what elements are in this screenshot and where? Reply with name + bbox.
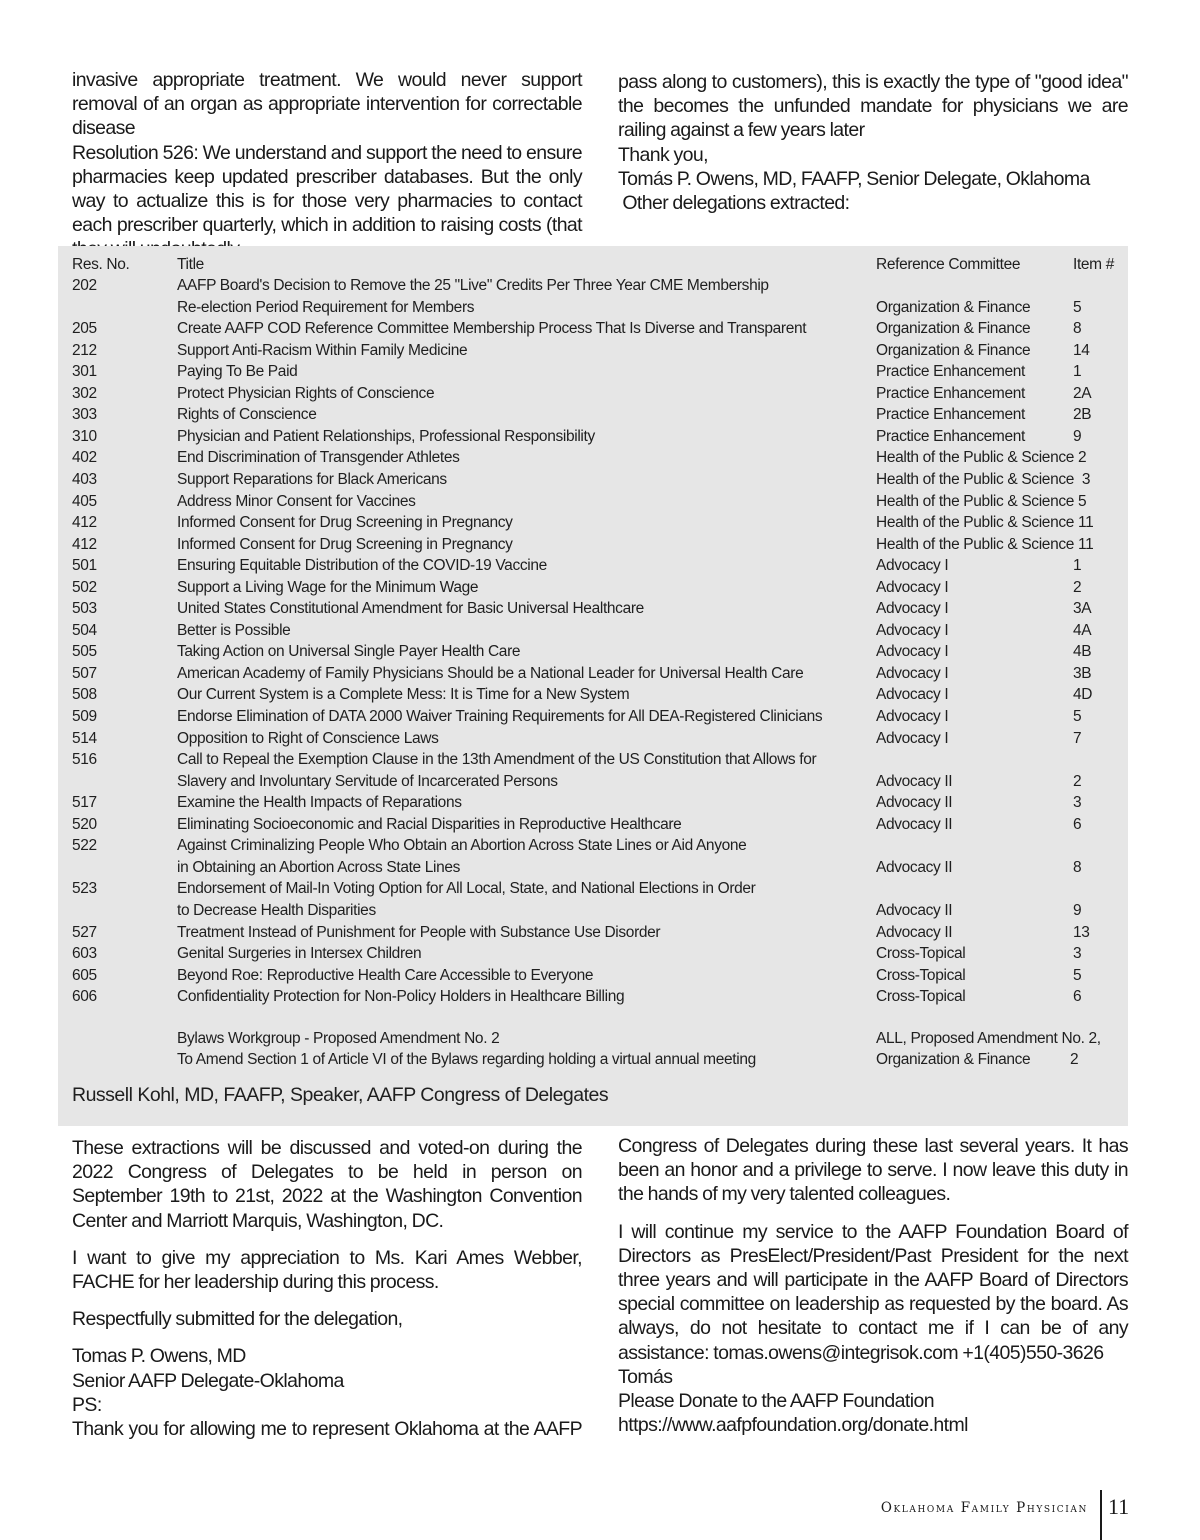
res-number: 504 xyxy=(72,621,97,639)
res-number: 302 xyxy=(72,384,97,402)
top-left-column xyxy=(72,68,582,262)
table-row xyxy=(58,491,1128,513)
table-row xyxy=(58,706,1128,728)
table-row xyxy=(58,663,1128,685)
res-number: 310 xyxy=(72,427,97,445)
res-number: 205 xyxy=(72,320,97,338)
reference-committee: Organization & Finance xyxy=(876,341,1031,359)
resolution-title: Treatment Instead of Punishment for People with Substance Use Disorder xyxy=(177,923,661,941)
item-number: 5 xyxy=(1073,298,1082,316)
other-delegations-line: Other delegations extracted: xyxy=(618,192,850,215)
item-number: 6 xyxy=(1073,988,1082,1006)
table-row xyxy=(58,771,1128,793)
res-number: 520 xyxy=(72,815,97,833)
resolution-title: Endorse Elimination of DATA 2000 Waiver Training Requirements for All DEA-Registered Clinicians xyxy=(177,708,823,725)
bylaws-title: To Amend Section 1 of Article VI of the Bylaws regarding holding a virtual annual meeting xyxy=(177,1051,756,1069)
bylaws-item-number: 2 xyxy=(1070,1051,1079,1069)
table-row xyxy=(58,426,1128,448)
res-number: 503 xyxy=(72,600,97,618)
res-number: 508 xyxy=(72,686,97,704)
reference-committee: Health of the Public & Science 2 xyxy=(876,449,1087,467)
res-number: 501 xyxy=(72,557,97,575)
resolution-title: to Decrease Health Disparities xyxy=(177,901,376,919)
publication-name: Oklahoma Family Physician xyxy=(880,1500,1088,1516)
item-number: 2B xyxy=(1073,406,1092,424)
author-role: Senior AAFP Delegate-Oklahoma xyxy=(72,1369,344,1392)
resolution-title: Rights of Conscience xyxy=(177,406,317,424)
continuation-paragraph: pass along to customers), this is exactly the type of "good idea" the becomes the unfunded mandate for physicians we are railing against a few years later xyxy=(618,71,1128,142)
resolution-title: Protect Physician Rights of Conscience xyxy=(177,384,435,402)
reference-committee: Advocacy I xyxy=(876,557,949,575)
reference-committee: Practice Enhancement xyxy=(876,427,1025,445)
table-row xyxy=(58,835,1128,857)
foundation-paragraph: I will continue my service to the AAFP Foundation Board of Directors as PresElect/President/Past President for the next three years and will participate in the AAFP Board of Directors special committee on leadership as requested by the board. As always, do not hesitate to contact me if I can be of any assistance: tomas.owens@integrisok.com +1(405)550-3626 xyxy=(618,1220,1128,1364)
resolution-title: Paying To Be Paid xyxy=(177,363,298,381)
congress-paragraph: These extractions will be discussed and voted-on during the 2022 Congress of Delegates to be held in person on September 19th to 21st, 2022 at the Washington Convention Center and Marriott Marquis, Washington, DC. xyxy=(72,1137,582,1232)
appreciation-paragraph: I want to give my appreciation to Ms. Kari Ames Webber, FACHE for her leadership during this process. xyxy=(72,1246,582,1294)
reference-committee: Advocacy I xyxy=(876,664,949,682)
resolution-title: Informed Consent for Drug Screening in Pregnancy xyxy=(177,535,513,553)
resolution-title: Genital Surgeries in Intersex Children xyxy=(177,945,422,963)
item-number: 8 xyxy=(1073,320,1082,338)
res-number: 212 xyxy=(72,341,97,359)
resolution-title: Against Criminalizing People Who Obtain an Abortion Across State Lines or Aid Anyone xyxy=(177,837,747,855)
resolution-title: Address Minor Consent for Vaccines xyxy=(177,492,416,510)
resolution-526-paragraph: Resolution 526: We understand and support the need to ensure pharmacies keep updated prescriber databases. But the only way to actualize this is for those very pharmacies to contact each prescriber quarterly, which in addition to raising costs (that xyxy=(72,141,582,237)
resolution-title: Slavery and Involuntary Servitude of Incarcerated Persons xyxy=(177,772,558,790)
resolution-title: United States Constitutional Amendment for Basic Universal Healthcare xyxy=(177,600,644,618)
bylaws-title: Bylaws Workgroup - Proposed Amendment No. 2 xyxy=(177,1029,500,1047)
table-row xyxy=(58,534,1128,556)
ps-label: PS: xyxy=(72,1393,102,1416)
res-number: 303 xyxy=(72,406,97,424)
res-number: 509 xyxy=(72,708,97,725)
res-number: 517 xyxy=(72,794,97,812)
res-number: 527 xyxy=(72,923,97,941)
reference-committee: Advocacy I xyxy=(876,708,949,725)
resolution-title: Call to Repeal the Exemption Clause in the 13th Amendment of the US Constitution that Allows for xyxy=(177,751,817,769)
resolution-title: Confidentiality Protection for Non-Policy Holders in Healthcare Billing xyxy=(177,988,625,1006)
bottom-left-column xyxy=(72,1136,582,1441)
res-number: 301 xyxy=(72,363,97,381)
header-res-no: Res. No. xyxy=(72,256,130,273)
reference-committee: Advocacy II xyxy=(876,858,953,876)
reference-committee: Advocacy II xyxy=(876,794,953,812)
table-row xyxy=(58,383,1128,405)
resolution-title: Create AAFP COD Reference Committee Membership Process That Is Diverse and Transparent xyxy=(177,320,807,338)
res-number: 502 xyxy=(72,578,97,596)
res-number: 606 xyxy=(72,988,97,1006)
reference-committee: Health of the Public & Science 11 xyxy=(876,535,1094,553)
resolution-title: AAFP Board's Decision to Remove the 25 "Live" Credits Per Three Year CME Membership xyxy=(177,277,769,294)
reference-committee: Advocacy I xyxy=(876,600,949,618)
item-number: 1 xyxy=(1073,557,1082,575)
resolution-title: Support a Living Wage for the Minimum Wage xyxy=(177,578,479,596)
table-row xyxy=(58,814,1128,836)
resolution-title: Support Reparations for Black Americans xyxy=(177,470,447,488)
reference-committee: Practice Enhancement xyxy=(876,406,1025,424)
table-row xyxy=(58,318,1128,340)
table-row xyxy=(58,684,1128,706)
resolution-title: Ensuring Equitable Distribution of the COVID-19 Vaccine xyxy=(177,557,547,575)
resolution-title: American Academy of Family Physicians Should be a National Leader for Universal Health Care xyxy=(177,664,804,682)
table-row xyxy=(58,275,1128,297)
res-number: 403 xyxy=(72,470,97,488)
header-title: Title xyxy=(177,256,204,273)
resolution-title: Better is Possible xyxy=(177,621,291,639)
item-number: 13 xyxy=(1073,923,1090,941)
honor-paragraph: Congress of Delegates during these last several years. It has been an honor and a privilege to serve. I now leave this duty in the hands of my very talented colleagues. xyxy=(618,1135,1128,1206)
item-number: 3B xyxy=(1073,664,1092,682)
item-number: 9 xyxy=(1073,901,1082,919)
table-row xyxy=(58,598,1128,620)
table-row xyxy=(58,555,1128,577)
table-row xyxy=(58,749,1128,771)
item-number: 2A xyxy=(1073,384,1092,402)
bylaws-reference-committee: Organization & Finance xyxy=(876,1051,1031,1069)
resolution-title: End Discrimination of Transgender Athletes xyxy=(177,449,460,467)
footer-divider xyxy=(1100,1490,1102,1540)
resolution-title: Support Anti-Racism Within Family Medicine xyxy=(177,341,468,359)
intro-paragraph: invasive appropriate treatment. We would never support removal of an organ as appropriate intervention for correctable disease xyxy=(72,69,582,140)
reference-committee: Advocacy I xyxy=(876,729,949,747)
reference-committee: Health of the Public & Science 5 xyxy=(876,492,1087,510)
table-row xyxy=(58,447,1128,469)
reference-committee: Cross-Topical xyxy=(876,988,966,1006)
item-number: 2 xyxy=(1073,772,1082,790)
closing-signature: Tomás xyxy=(618,1365,673,1388)
table-row xyxy=(58,900,1128,922)
reference-committee: Advocacy I xyxy=(876,686,949,704)
reference-committee: Cross-Topical xyxy=(876,966,966,984)
resolution-title: Taking Action on Universal Single Payer Health Care xyxy=(177,643,521,661)
bottom-right-column xyxy=(618,1134,1128,1437)
res-number: 605 xyxy=(72,966,97,984)
table-row xyxy=(58,986,1128,1008)
res-number: 505 xyxy=(72,643,97,661)
author-name: Tomas P. Owens, MD xyxy=(72,1345,246,1368)
reference-committee: Advocacy II xyxy=(876,772,953,790)
table-row xyxy=(58,404,1128,426)
res-number: 603 xyxy=(72,945,97,963)
bylaws-reference-committee: ALL, Proposed Amendment No. 2, xyxy=(876,1029,1101,1047)
bylaws-row xyxy=(58,1028,1128,1050)
res-number: 522 xyxy=(72,837,97,855)
reference-committee: Organization & Finance xyxy=(876,320,1031,338)
signature-line: Tomás P. Owens, MD, FAAFP, Senior Delegate, Oklahoma xyxy=(618,167,1090,190)
item-number: 6 xyxy=(1073,815,1082,833)
res-number: 516 xyxy=(72,751,97,769)
top-right-column xyxy=(618,70,1128,215)
item-number: 1 xyxy=(1073,363,1082,381)
item-number: 4A xyxy=(1073,621,1092,639)
table-row xyxy=(58,297,1128,319)
item-number: 3 xyxy=(1073,794,1082,812)
bylaws-row xyxy=(58,1049,1128,1071)
item-number: 4B xyxy=(1073,643,1092,661)
reference-committee: Advocacy I xyxy=(876,643,949,661)
thank-you-paragraph: Thank you for allowing me to represent Oklahoma at the AAFP xyxy=(72,1418,582,1441)
item-number: 5 xyxy=(1073,708,1082,725)
table-row xyxy=(58,469,1128,491)
reference-committee: Health of the Public & Science 3 xyxy=(876,470,1091,488)
table-row xyxy=(58,340,1128,362)
extracted-resolutions-table xyxy=(58,246,1128,1126)
table-row xyxy=(58,577,1128,599)
header-item-number: Item # xyxy=(1073,256,1114,273)
table-row xyxy=(58,857,1128,879)
table-row xyxy=(58,361,1128,383)
reference-committee: Cross-Topical xyxy=(876,945,966,963)
reference-committee: Advocacy II xyxy=(876,923,953,941)
item-number: 3A xyxy=(1073,600,1092,618)
reference-committee: Advocacy I xyxy=(876,578,949,596)
header-reference-committee: Reference Committee xyxy=(876,256,1021,273)
resolution-title: Informed Consent for Drug Screening in Pregnancy xyxy=(177,514,513,532)
res-number: 402 xyxy=(72,449,97,467)
res-number: 405 xyxy=(72,492,97,510)
thanks-line: Thank you, xyxy=(618,143,708,166)
donate-line[interactable]: Please Donate to the AAFP Foundation https://www.aafpfoundation.org/donate.html xyxy=(618,1390,968,1437)
table-row xyxy=(58,641,1128,663)
table-row xyxy=(58,878,1128,900)
resolution-title: Physician and Patient Relationships, Professional Responsibility xyxy=(177,427,595,445)
table-row xyxy=(58,512,1128,534)
table-row xyxy=(58,922,1128,944)
res-number: 507 xyxy=(72,664,97,682)
table-header-row xyxy=(58,254,1128,276)
submitted-line: Respectfully submitted for the delegation, xyxy=(72,1308,403,1331)
table-row xyxy=(58,620,1128,642)
resolution-title: Eliminating Socioeconomic and Racial Disparities in Reproductive Healthcare xyxy=(177,815,682,833)
reference-committee: Practice Enhancement xyxy=(876,384,1025,402)
resolution-title: Examine the Health Impacts of Reparations xyxy=(177,794,462,812)
item-number: 4D xyxy=(1073,686,1093,704)
res-number: 412 xyxy=(72,514,97,532)
resolution-title: Endorsement of Mail-In Voting Option for All Local, State, and National Elections in Order xyxy=(177,880,756,898)
reference-committee: Advocacy II xyxy=(876,901,953,919)
item-number: 8 xyxy=(1073,858,1082,876)
res-number: 202 xyxy=(72,277,97,294)
speaker-credit: Russell Kohl, MD, FAAFP, Speaker, AAFP Congress of Delegates xyxy=(72,1084,609,1106)
item-number: 3 xyxy=(1073,945,1082,963)
reference-committee: Organization & Finance xyxy=(876,298,1031,316)
resolution-title: in Obtaining an Abortion Across State Lines xyxy=(177,858,461,876)
page-number: 11 xyxy=(1108,1494,1130,1519)
item-number: 7 xyxy=(1073,729,1082,747)
res-number: 523 xyxy=(72,880,97,898)
res-number: 412 xyxy=(72,535,97,553)
resolution-title: Re-election Period Requirement for Members xyxy=(177,298,475,316)
item-number: 14 xyxy=(1073,341,1090,359)
reference-committee: Practice Enhancement xyxy=(876,363,1025,381)
res-number: 514 xyxy=(72,729,97,747)
reference-committee: Health of the Public & Science 11 xyxy=(876,514,1094,532)
resolution-title: Opposition to Right of Conscience Laws xyxy=(177,729,439,747)
reference-committee: Advocacy I xyxy=(876,621,949,639)
table-row xyxy=(58,943,1128,965)
table-row xyxy=(58,965,1128,987)
item-number: 9 xyxy=(1073,427,1082,445)
item-number: 5 xyxy=(1073,966,1082,984)
item-number: 2 xyxy=(1073,578,1082,596)
reference-committee: Advocacy II xyxy=(876,815,953,833)
table-row xyxy=(58,792,1128,814)
resolution-title: Our Current System is a Complete Mess: It is Time for a New System xyxy=(177,686,630,704)
table-row xyxy=(58,728,1128,750)
resolution-title: Beyond Roe: Reproductive Health Care Accessible to Everyone xyxy=(177,966,594,984)
